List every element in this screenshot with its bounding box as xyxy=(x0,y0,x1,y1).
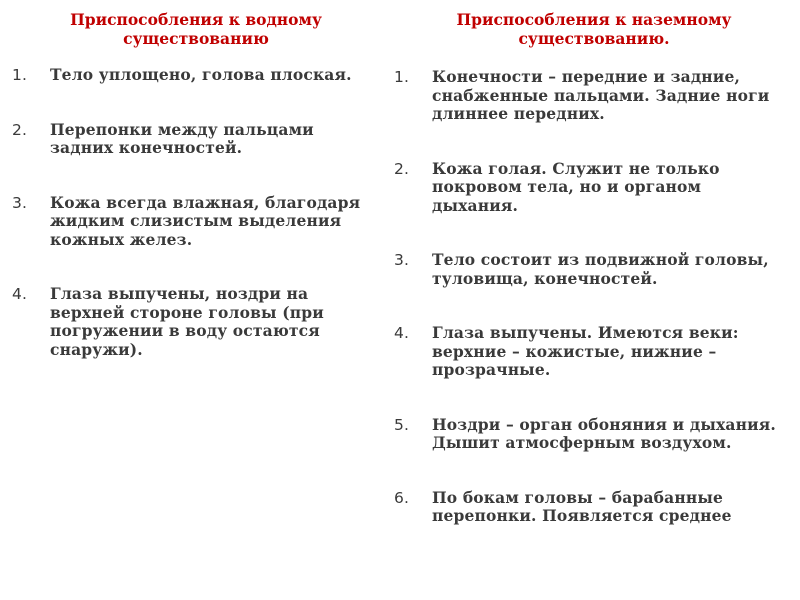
item-number: 6. xyxy=(394,488,410,507)
item-text: Тело состоит из подвижной головы, туловища, конечностей. xyxy=(432,250,769,288)
list-item xyxy=(10,194,382,250)
item-text: Конечности – передние и задние, снабженные пальцами. Задние ноги длиннее передних. xyxy=(432,67,770,123)
list-item xyxy=(392,251,792,288)
list-item xyxy=(10,285,382,359)
list-item xyxy=(392,324,792,380)
item-number: 4. xyxy=(12,285,28,303)
item-number: 1. xyxy=(12,66,28,84)
list-item xyxy=(392,489,792,526)
item-text: Перепонки между пальцами задних конечностей. xyxy=(50,119,314,157)
item-text: Ноздри – орган обоняния и дыхания. Дышит атмосферным воздухом. xyxy=(432,414,776,452)
item-text: Тело уплощено, голова плоская. xyxy=(50,65,352,84)
item-text: Глаза выпучены, ноздри на верхней стороне головы (при погружении в воду остаются снаружи). xyxy=(50,284,324,359)
item-number: 3. xyxy=(394,251,410,269)
list-item xyxy=(10,66,382,85)
list-item xyxy=(392,68,792,124)
item-number: 2. xyxy=(12,120,28,139)
item-text: По бокам головы – барабанные перепонки. Появляется среднее xyxy=(432,487,732,525)
aquatic-adaptations-list xyxy=(10,66,382,600)
right-column-title: Приспособления к наземному существованию. xyxy=(456,10,732,48)
list-item xyxy=(10,121,382,158)
item-number: 5. xyxy=(394,415,410,434)
terrestrial-adaptations-list xyxy=(392,68,792,600)
item-number: 4. xyxy=(394,324,410,342)
list-item xyxy=(392,416,792,453)
left-column-title: Приспособления к водному существованию xyxy=(70,10,322,48)
item-text: Кожа голая. Служит не только покровом тела, но и органом дыхания. xyxy=(432,158,720,215)
item-text: Кожа всегда влажная, благодаря жидким слизистым выделения кожных желез. xyxy=(50,192,361,249)
list-item xyxy=(392,160,792,216)
item-number: 1. xyxy=(394,68,410,86)
item-number: 2. xyxy=(394,159,410,178)
item-text: Глаза выпучены. Имеются веки: верхние – кожистые, нижние – прозрачные. xyxy=(432,323,739,379)
item-number: 3. xyxy=(12,193,28,212)
